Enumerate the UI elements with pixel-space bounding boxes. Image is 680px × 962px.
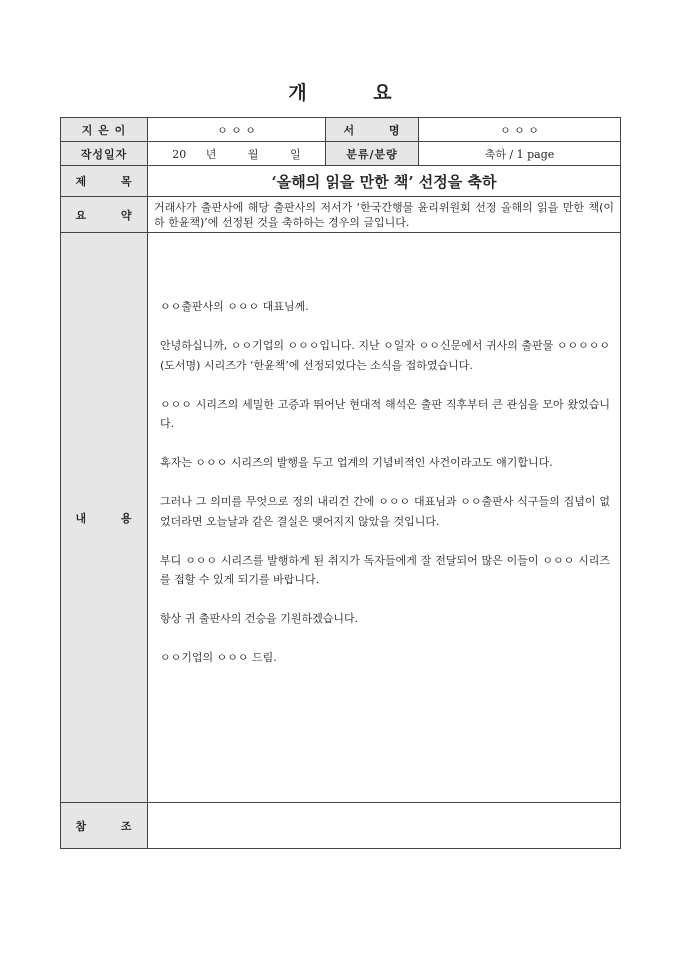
content-paragraph: 부디 ㅇㅇㅇ 시리즈를 발행하게 된 취지가 독자들에게 잘 전달되어 많은 이들이 ㅇㅇㅇ 시리즈를 접할 수 있게 되기를 바랍니다. [160,553,610,586]
book-value: ㅇ ㅇ ㅇ [419,118,621,142]
date-year: 20 [172,147,187,161]
content-label: 내 용 [61,233,148,803]
content-paragraph: 혹자는 ㅇㅇㅇ 시리즈의 발행을 두고 업계의 기념비적인 사건이라고도 얘기합니다. [160,456,553,469]
book-label: 서 명 [326,118,419,142]
category-label: 분류/분량 [326,142,419,166]
date-row [61,142,621,166]
date-day-unit: 일 [290,147,301,161]
author-label: 지 은 이 [61,118,148,142]
page-title: 개 요 [288,82,422,104]
content-paragraph: ㅇㅇ기업의 ㅇㅇㅇ 드림. [160,651,277,664]
date-label: 작성일자 [61,142,148,166]
author-value: ㅇ ㅇ ㅇ [148,118,326,142]
title-row [61,166,621,197]
date-month-unit: 월 [247,147,259,161]
title-label: 제 목 [61,166,148,197]
category-value: 축하 / 1 page [419,142,621,166]
content-paragraph: ㅇㅇㅇ 시리즈의 세밀한 고증과 뛰어난 현대적 해석은 출판 직후부터 큰 관심을 모아 왔었습니다. [160,397,610,430]
summary-label: 요 약 [61,197,148,233]
content-paragraph: ㅇㅇ출판사의 ㅇㅇㅇ 대표님께. [160,300,309,313]
summary-table [60,117,621,849]
document-title: ‘올해의 읽을 만한 책’ 선정을 축하 [148,166,621,197]
reference-label: 참 조 [61,803,148,849]
content-body [148,233,621,803]
content-paragraph: 항상 귀 출판사의 건승을 기원하겠습니다. [160,612,359,625]
reference-value [148,803,621,849]
summary-row [61,197,621,233]
author-row [61,118,621,142]
reference-row [61,803,621,849]
content-row [61,233,621,803]
date-year-unit: 년 [205,147,217,161]
content-paragraph: 안녕하십니까, ㅇㅇ기업의 ㅇㅇㅇ입니다. 지난 ㅇ일자 ㅇㅇ신문에서 귀사의 출판물 ㅇㅇㅇㅇㅇ(도서명) 시리즈가 ‘한윤책’에 선정되었다는 소식을 접하였습니다. [160,339,610,372]
content-paragraph: 그러나 그 의미를 무엇으로 정의 내리건 간에 ㅇㅇㅇ 대표님과 ㅇㅇ출판사 식구들의 집념이 없었더라면 오늘날과 같은 결실은 맺어지지 않았을 것입니다. [160,495,610,528]
date-value [148,142,326,166]
summary-text: 거래사가 출판사에 해당 출판사의 저서가 ‘한국간행물 윤리위원회 선정 올해의 읽을 만한 책(이하 한윤책)’에 선정된 것을 축하하는 경우의 글입니다. [148,197,621,233]
